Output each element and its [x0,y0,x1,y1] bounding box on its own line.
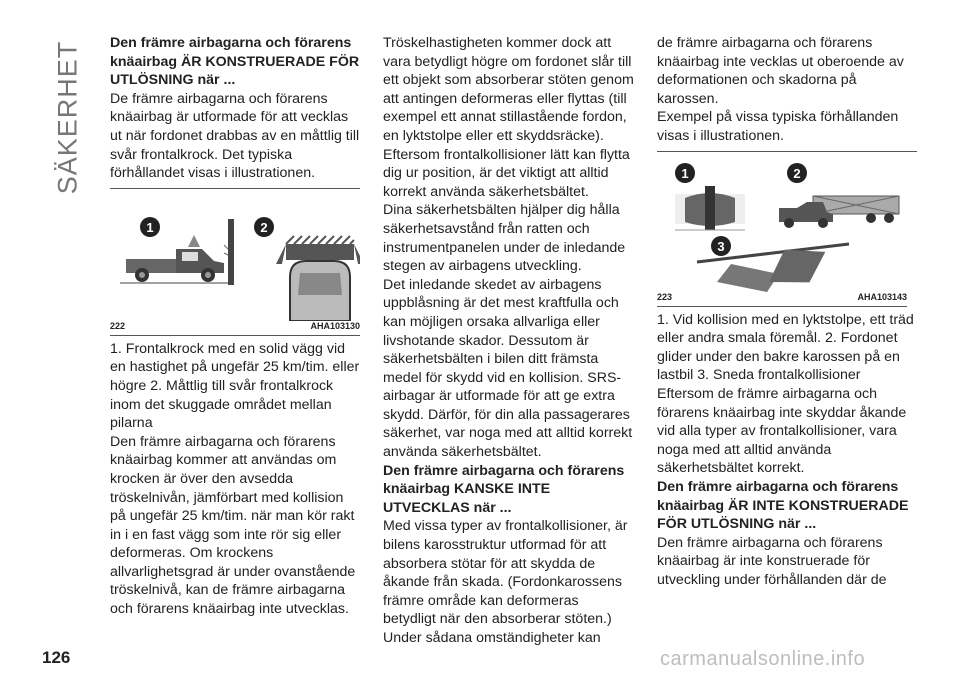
section-title-text: SÄKERHET [52,40,83,195]
page-number: 126 [42,648,71,667]
deformation-paragraph: de främre airbagarna och förarens knäairbag inte vecklas ut oberoende av deformationen och skadorna på karossen. [657,35,904,107]
frontal-crash-illustration [110,189,360,321]
badge-1-label: 1 [146,219,154,235]
examples-paragraph: Exempel på vissa typiska förhållanden visas i illustrationen. [657,109,899,144]
figure-legend: 1. Frontalkrock med en solid vägg vid en hastighet på ungefär 25 km/tim. eller högre 2. Måttlig till svår frontalkrock inom det skuggade området mellan pilarna [110,340,360,432]
figure-223 [657,152,907,307]
figure-number: 222 [110,320,126,331]
section-title [52,36,82,196]
seatbelt-paragraph: Eftersom frontalkollisioner lätt kan flytta dig ur position, är det viktigt att alltid korrekt använda säkerhetsbältet. [383,146,630,200]
not-designed-paragraph: Den främre airbagarna och förarens knäairbag är inte konstruerade för utveckling under förhållanden där de [657,534,887,588]
figure-legend: 1. Vid kollision med en lyktstolpe, ett träd eller andra smala föremål. 2. Fordonet glider under den bakre karossen på en lastbil 3. Sneda frontalkollisioner [657,311,914,384]
column-3 [657,34,917,589]
intro-paragraph: De främre airbagarna och förarens knäairbag är utformade för att vecklas ut när fordonet drabbas av en måttlig till svår frontalkrock. Det typiska förhållandet visas i illustrationen. [110,90,360,182]
car-front-icon [290,261,350,321]
badge-1-label: 1 [681,165,689,181]
figure-caption-bar [110,321,360,336]
figure-number: 223 [657,291,673,302]
heading-not-designed: Den främre airbagarna och förarens knäairbag ÄR INTE KONSTRUERADE FÖR UTLÖSNING när ... [657,478,909,533]
non-deploy-scenarios-illustration [657,152,907,292]
pickup-truck-icon [126,235,224,282]
deploy-threshold-paragraph: Den främre airbagarna och förarens knäairbag kommer att användas om krocken är över den avsedda tröskelnivån, jämförbart med kollision på ungefär 25 km/tim. när man kör rakt in i en fast vägg som inte rör sig eller deformeras. Om krockens allvarlighetsgrad är under ovanstående tröskelnivå, kan de främre airbagarna och förarens knäairbag inte utvecklas. [110,433,356,618]
shaded-impact-zone-icon [276,236,360,264]
truck-underride-icon [779,196,899,228]
distance-paragraph: Dina säkerhetsbälten hjälper dig hålla säkerhetsavstånd från ratten och instrumentpanelen under de inledande stegen av airbagens utveckling. [383,202,626,275]
badge-2-label: 2 [260,219,268,235]
badge-3-label: 3 [717,238,725,254]
inflation-paragraph: Det inledande skedet av airbagens uppblåsning är det mest kraftfulla och kan möjligen orsaka allvarliga eller livshotande skador. Dessutom är säkerhetsbälten i bilen ditt främsta medel för skydd vid en kollision. SRS-airbagar är utformade för att ge extra skydd. Därför, för din alla passagerares säkerhet, var noga med att alltid korrekt använda säkerhetsbältet. [383,276,633,461]
threshold-paragraph: Tröskelhastigheten kommer dock att vara betydligt högre om fordonet slår till ett objekt som absorberar stöten genom att antingen deformeras eller flyttas (till exempel ett annat stillastående fordon, en lyktstolpe eller ett skyddsräcke). [383,35,634,144]
column-2 [383,34,635,648]
heading-deploy: Den främre airbagarna och förarens knäairbag ÄR KONSTRUERADE FÖR UTLÖSNING när ... [110,35,360,89]
figure-code: AHA103130 [310,320,360,331]
figure-code: AHA103143 [857,291,907,302]
pole-collision-icon [675,186,745,230]
wall-icon [224,219,234,285]
figure-222 [110,189,360,336]
badge-2-label: 2 [793,165,801,181]
column-1 [110,34,360,619]
figure-caption-bar [657,292,907,307]
heading-may-not-deploy: Den främre airbagarna och förarens knäairbag KANSKE INTE UTVECKLAS när ... [383,462,625,516]
seatbelt-reminder-paragraph: Eftersom de främre airbagarna och förarens knäairbag inte skyddar åkande vid alla typer av frontalkollisioner, vara noga med att alltid använda säkerhetsbältet korrekt. [657,385,907,477]
watermark: carmanualsonline.info [660,648,866,670]
body-structure-paragraph: Med vissa typer av frontalkollisioner, är bilens karosstruktur utformad för att absorbera stötar för att skydda de åkande från skada. (Fordonkarossens främre område kan deformeras betydligt när den absorberar stöten.) Under sådana omständigheter kan [383,518,628,646]
